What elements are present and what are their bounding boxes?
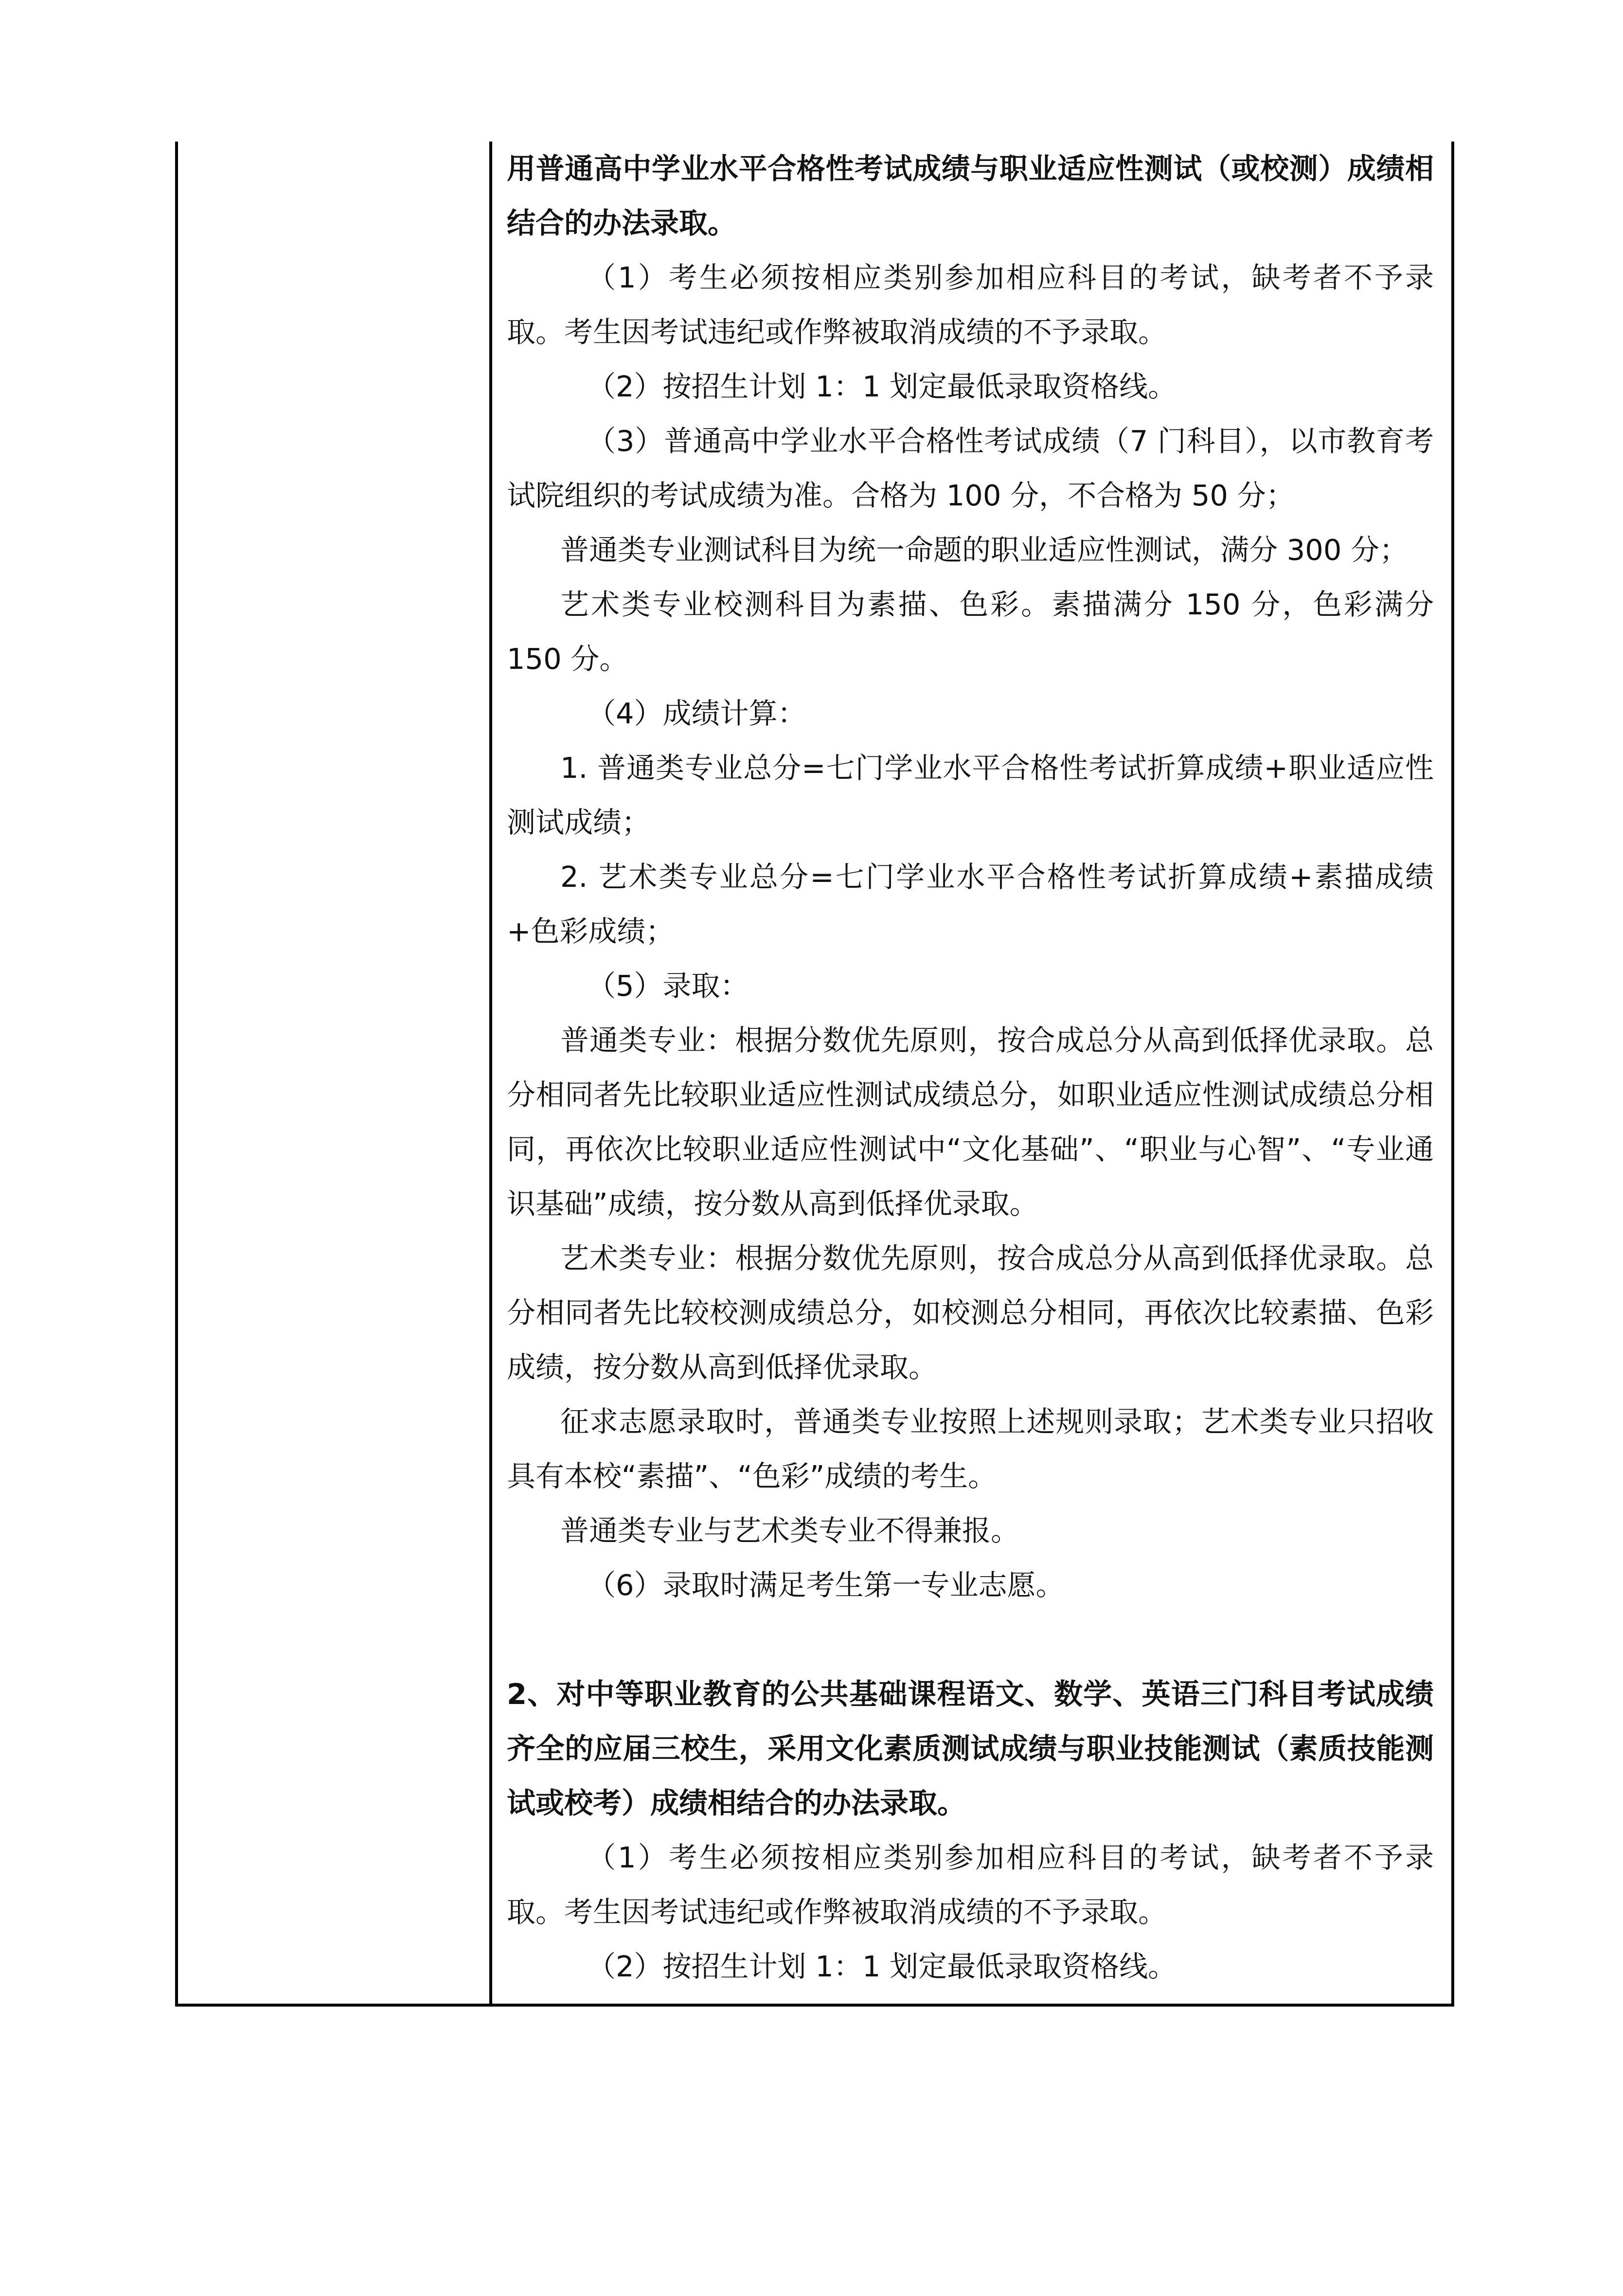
rule-1-exam-attendance: （1）考生必须按相应类别参加相应科目的考试，缺考者不予录取。考生因考试违纪或作弊被取消成绩的不予录取。 xyxy=(507,261,1434,349)
art-major-test-note: 艺术类专业校测科目为素描、色彩。素描满分 150 分，色彩满分 150 分。 xyxy=(507,588,1434,676)
rule-4-score-calculation: （4）成绩计算： xyxy=(587,697,806,730)
general-total-formula: 1. 普通类专业总分=七门学业水平合格性考试折算成绩+职业适应性测试成绩； xyxy=(507,751,1434,839)
admission-method-heading: 用普通高中学业水平合格性考试成绩与职业适应性测试（或校测）成绩相结合的办法录取。 xyxy=(507,152,1434,240)
blank-line xyxy=(507,1613,1434,1667)
supplementary-admission-rule: 征求志愿录取时，普通类专业按照上述规则录取；艺术类专业只招收具有本校“素描”、“色彩”成绩的考生。 xyxy=(507,1405,1434,1493)
rule-6-first-choice: （6）录取时满足考生第一专业志愿。 xyxy=(587,1568,1065,1602)
rules-cell xyxy=(507,142,1434,1994)
admission-rules-table xyxy=(175,142,1454,2007)
section-2-heading: 2、对中等职业教育的公共基础课程语文、数学、英语三门科目考试成绩齐全的应届三校生，采用文化素质测试成绩与职业技能测试（素质技能测试或校考）成绩相结合的办法录取。 xyxy=(507,1677,1434,1820)
art-admission-rule: 艺术类专业：根据分数优先原则，按合成总分从高到低择优录取。总分相同者先比较校测成绩总分，如校测总分相同，再依次比较素描、色彩成绩，按分数从高到低择优录取。 xyxy=(507,1241,1434,1384)
column-divider xyxy=(489,142,492,2004)
section-2-rule-1: （1）考生必须按相应类别参加相应科目的考试，缺考者不予录取。考生因考试违纪或作弊被取消成绩的不予录取。 xyxy=(507,1841,1434,1929)
no-dual-application-rule: 普通类专业与艺术类专业不得兼报。 xyxy=(560,1514,1020,1547)
rule-3-exam-scores: （3）普通高中学业水平合格性考试成绩（7 门科目），以市教育考试院组织的考试成绩为准。合格为 100 分，不合格为 50 分； xyxy=(507,424,1434,512)
art-total-formula: 2. 艺术类专业总分=七门学业水平合格性考试折算成绩+素描成绩+色彩成绩； xyxy=(507,860,1434,948)
rule-2-min-score-line: （2）按招生计划 1：1 划定最低录取资格线。 xyxy=(587,370,1177,403)
rule-5-admission: （5）录取： xyxy=(587,969,749,1003)
general-admission-rule: 普通类专业：根据分数优先原则，按合成总分从高到低择优录取。总分相同者先比较职业适应性测试成绩总分，如职业适应性测试成绩总分相同，再依次比较职业适应性测试中“文化基础”、“职业与心智”、“专业通识基础”成绩，按分数从高到低择优录取。 xyxy=(507,1023,1434,1220)
section-2-rule-2: （2）按招生计划 1：1 划定最低录取资格线。 xyxy=(587,1950,1177,1983)
general-major-test-note: 普通类专业测试科目为统一命题的职业适应性测试，满分 300 分； xyxy=(560,533,1409,567)
